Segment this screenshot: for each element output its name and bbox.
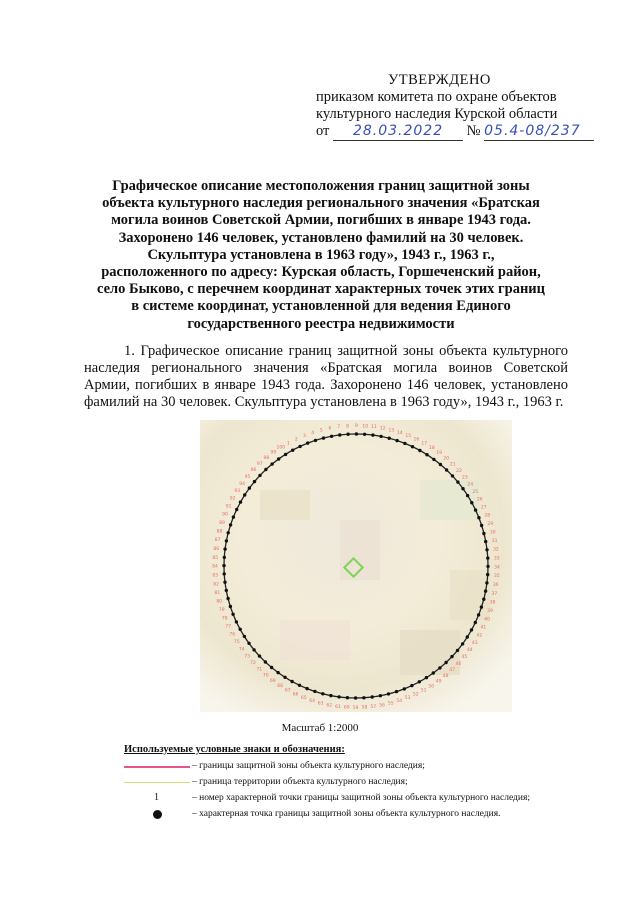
boundary-point-number: 89 [219,521,225,527]
legend-row-point-number [124,791,564,807]
boundary-point-number: 1 [286,441,290,447]
approval-date-line [316,123,616,141]
boundary-point-number: 37 [491,591,498,597]
boundary-point [363,433,366,436]
boundary-point-number: 40 [484,617,490,623]
boundary-point-number: 63 [317,701,324,707]
boundary-point [235,508,238,511]
boundary-point [248,486,251,489]
boundary-point-number: 49 [435,679,442,685]
boundary-point [222,564,225,567]
boundary-point [484,540,487,543]
boundary-point [354,696,357,699]
boundary-point-number: 65 [300,696,307,701]
boundary-point [306,441,309,444]
boundary-point-number: 39 [487,608,493,614]
boundary-point-number: 57 [370,704,377,710]
boundary-point [225,539,228,542]
boundary-point [253,480,256,483]
boundary-point-number: 56 [379,703,385,709]
boundary-point-number: 66 [292,692,299,698]
boundary-point [232,515,235,518]
boundary-point [321,692,324,695]
legend-row-territory-boundary [124,775,564,791]
map-scale: Масштаб 1:2000 [281,722,359,734]
aerial-patch [450,570,490,623]
boundary-point-number: 69 [269,678,276,684]
boundary-point [379,694,382,697]
boundary-point [425,453,428,456]
legend-text: – границы защитной зоны объекта культурного наследия; [192,761,425,771]
boundary-point [395,690,398,693]
boundary-point-number: 53 [404,696,411,702]
boundary-point-number: 48 [442,673,449,679]
boundary-point-number: 71 [256,667,263,673]
boundary-point [355,432,358,435]
boundary-point-number: 41 [480,625,487,631]
boundary-point [438,666,441,669]
boundary-point-number: 35 [493,574,500,580]
map-legend [124,744,564,823]
boundary-point [485,581,488,584]
boundary-point-number: 84 [212,564,218,570]
approval-date: 28.03.2022 [333,123,463,141]
boundary-point [477,516,480,519]
boundary-point-number: 96 [250,468,257,474]
document-heading: Графическое описание местоположения границ защитной зоны объекта культурного наследия регионального значения «Братская могила воинов Советской Армии, погибших в январе 1943 года. Захоронено 146 человек, установлено фамилий на 30 человек. Скульптура установлена в 1963 году», 1943 г., 1963 г., расположенного по адресу: Курская область, Горшеченский район, село Быково, с перечнем координат характерных точек этих границ в системе координат, установленной для ведения Единого государственного реестра недвижимости [96,178,546,332]
boundary-point [403,687,406,690]
boundary-point-number: 22 [456,468,462,474]
boundary-point-number: 74 [238,647,245,653]
boundary-point [322,436,325,439]
boundary-point [474,621,477,624]
boundary-point-number: 100 [276,445,286,451]
boundary-point-number: 23 [462,475,468,481]
legend-dot-symbol [124,807,190,823]
boundary-point [456,649,459,652]
boundary-point [329,694,332,697]
legend-text: – номер характерной точки границы защитной зоны объекта культурного наследия; [192,793,530,803]
approval-line-2: культурного наследия Курской области [316,106,558,122]
boundary-point-number: 80 [216,599,223,605]
boundary-point-number: 50 [428,684,435,690]
boundary-point-number: 16 [413,437,420,443]
boundary-point [291,449,294,452]
boundary-point-number: 38 [489,600,496,606]
boundary-point-number: 28 [484,513,491,519]
boundary-point [284,453,287,456]
boundary-point-number: 33 [493,556,500,562]
boundary-point-number: 7 [337,425,341,431]
boundary-point-number: 25 [472,489,479,495]
approval-title: УТВЕРЖДЕНО [388,72,491,88]
boundary-point-number: 44 [467,648,473,654]
boundary-point [403,442,406,445]
from-label: от [316,123,330,139]
boundary-point-number: 58 [361,705,368,711]
boundary-point-number: 45 [461,655,468,661]
boundary-point-number: 95 [244,474,251,480]
boundary-point [346,433,349,436]
boundary-point-number: 61 [335,704,341,710]
boundary-point-number: 98 [263,456,270,462]
boundary-point-number: 92 [229,496,236,502]
boundary-point [461,487,464,490]
boundary-point [276,671,279,674]
boundary-point [277,457,280,460]
boundary-point-number: 3 [302,433,306,439]
boundary-point-number: 68 [277,683,283,689]
boundary-point-number: 90 [222,512,228,518]
boundary-point [226,597,229,600]
boundary-point [225,589,228,592]
boundary-point-number: 18 [429,446,435,452]
approval-block [316,72,616,141]
boundary-point-number: 82 [213,582,219,588]
boundary-point-number: 27 [480,505,487,511]
boundary-point [243,493,246,496]
boundary-point [432,458,435,461]
boundary-point-number: 86 [213,547,220,552]
boundary-point [451,474,454,477]
boundary-point-number: 70 [262,673,269,679]
boundary-point [243,635,246,638]
boundary-point-number: 42 [476,633,483,639]
boundary-point [445,468,448,471]
boundary-point-number: 24 [467,482,474,488]
boundary-point [474,508,477,511]
legend-title: Используемые условные знаки и обозначения: [124,744,345,755]
boundary-point [379,435,382,438]
boundary-point [305,687,308,690]
boundary-point-number: 17 [421,441,428,447]
boundary-point [466,494,469,497]
boundary-point [264,660,267,663]
boundary-point [470,628,473,631]
boundary-point [258,654,261,657]
boundary-point-number: 94 [239,481,245,487]
boundary-point [480,605,483,608]
boundary-point [290,680,293,683]
boundary-point [486,556,489,559]
boundary-point-number: 87 [214,538,221,544]
aerial-patch [260,490,310,520]
boundary-point-number: 78 [221,616,228,622]
boundary-point [418,449,421,452]
map-svg [200,420,512,712]
aerial-patch [280,620,350,660]
boundary-point-number: 29 [487,521,494,527]
boundary-point-number: 77 [225,624,232,630]
boundary-point-number: 52 [412,692,419,698]
boundary-point [330,435,333,438]
boundary-point [486,565,489,568]
boundary-point-number: 6 [328,426,332,432]
boundary-point [450,655,453,658]
boundary-point-number: 46 [455,661,462,667]
boundary-point-number: 8 [346,424,349,430]
legend-pink-line-symbol [124,759,190,775]
boundary-point-number: 54 [396,699,403,705]
boundary-point [229,605,232,608]
boundary-point [270,666,273,669]
boundary-point [235,620,238,623]
number-label: № [466,123,481,139]
boundary-point [247,642,250,645]
boundary-point-number: 43 [471,640,478,646]
boundary-map [200,420,512,712]
boundary-point-number: 73 [244,654,250,660]
boundary-point-number: 32 [493,547,499,553]
boundary-point-number: 9 [354,424,358,429]
boundary-point-number: 12 [379,426,386,432]
boundary-point-number: 85 [212,555,219,561]
boundary-point-number: 10 [362,424,369,430]
legend-number-symbol: 1 [154,792,159,803]
boundary-point-number: 13 [388,428,395,434]
boundary-point-number: 72 [250,661,256,667]
boundary-point-number: 62 [326,703,333,709]
boundary-point-number: 88 [216,529,223,535]
approval-line-1: приказом комитета по охране объектов [316,89,557,105]
boundary-point [480,524,483,527]
legend-text: – характерная точка границы защитной зоны объекта культурного наследия. [192,809,501,819]
boundary-point [371,433,374,436]
boundary-point [362,696,365,699]
boundary-point-number: 5 [319,428,323,434]
boundary-point [456,480,459,483]
boundary-point [466,635,469,638]
boundary-point [239,628,242,631]
boundary-point [485,548,488,551]
boundary-point-number: 11 [371,425,377,431]
boundary-point [223,572,226,575]
boundary-point-number: 60 [343,705,350,711]
boundary-point [387,692,390,695]
boundary-point-number: 31 [491,538,498,544]
boundary-point-number: 15 [405,434,412,439]
boundary-point-number: 26 [476,497,483,503]
boundary-point-number: 67 [284,688,291,694]
boundary-point [470,501,473,504]
boundary-point [231,613,234,616]
boundary-point [314,439,317,442]
boundary-point-number: 55 [387,701,394,707]
boundary-point-number: 64 [309,699,315,704]
boundary-point [239,500,242,503]
boundary-point [338,433,341,436]
legend-row-point [124,807,564,823]
boundary-point-number: 51 [420,688,427,694]
boundary-point-number: 59 [352,706,359,711]
boundary-point [418,680,421,683]
boundary-point [425,676,428,679]
boundary-point [264,468,267,471]
boundary-point [482,598,485,601]
boundary-point [337,695,340,698]
approval-number: 05.4-08/237 [484,123,594,141]
boundary-point-number: 81 [214,591,221,597]
boundary-point [410,684,413,687]
section-paragraph [84,343,568,411]
boundary-point-number: 47 [449,668,456,673]
boundary-point-number: 4 [311,430,315,436]
boundary-point [227,531,230,534]
legend-yellow-line-symbol [124,775,190,791]
boundary-point [484,589,487,592]
boundary-point [223,581,226,584]
boundary-point-number: 19 [436,451,443,457]
legend-text: – граница территории объекта культурного наследия; [192,777,408,787]
boundary-point [229,523,232,526]
boundary-point-number: 97 [256,462,263,467]
boundary-point-number: 30 [489,530,496,536]
boundary-point-number: 91 [225,504,232,510]
boundary-point [371,695,374,698]
boundary-point [439,463,442,466]
boundary-point [346,696,349,699]
boundary-point [258,474,261,477]
boundary-point-number: 36 [492,583,499,588]
boundary-point-number: 79 [218,608,225,614]
boundary-point [411,445,414,448]
boundary-point-number: 20 [443,456,450,462]
boundary-point [313,690,316,693]
boundary-point-number: 2 [294,437,298,443]
boundary-point [486,573,489,576]
boundary-point-number: 99 [270,450,277,456]
boundary-point [444,661,447,664]
boundary-point [252,648,255,651]
boundary-point [223,556,226,559]
boundary-point-number: 83 [212,573,219,579]
boundary-point [223,547,226,550]
boundary-point-number: 75 [233,640,240,646]
boundary-point-number: 76 [229,632,236,638]
boundary-point-number: 21 [449,462,456,468]
boundary-point-number: 34 [494,565,500,571]
boundary-point [283,676,286,679]
boundary-point [298,445,301,448]
legend-row-zone-boundary [124,759,564,775]
boundary-point [432,671,435,674]
boundary-point [461,642,464,645]
boundary-point [477,613,480,616]
paragraph-text: 1. Графическое описание границ защитной зоны объекта культурного наследия регионального значения «Братская могила воинов Советской Армии, погибших в январе 1943 года. Захоронено 146 человек, установлено фамилий на 30 человек. Скульптура установлена в 1963 году», 1943 г., 1963 г. [84,343,568,410]
boundary-point [388,437,391,440]
boundary-point-number: 93 [234,489,241,495]
boundary-point [482,532,485,535]
boundary-point [298,684,301,687]
boundary-point [270,462,273,465]
boundary-point-number: 14 [397,431,403,436]
boundary-point [395,439,398,442]
